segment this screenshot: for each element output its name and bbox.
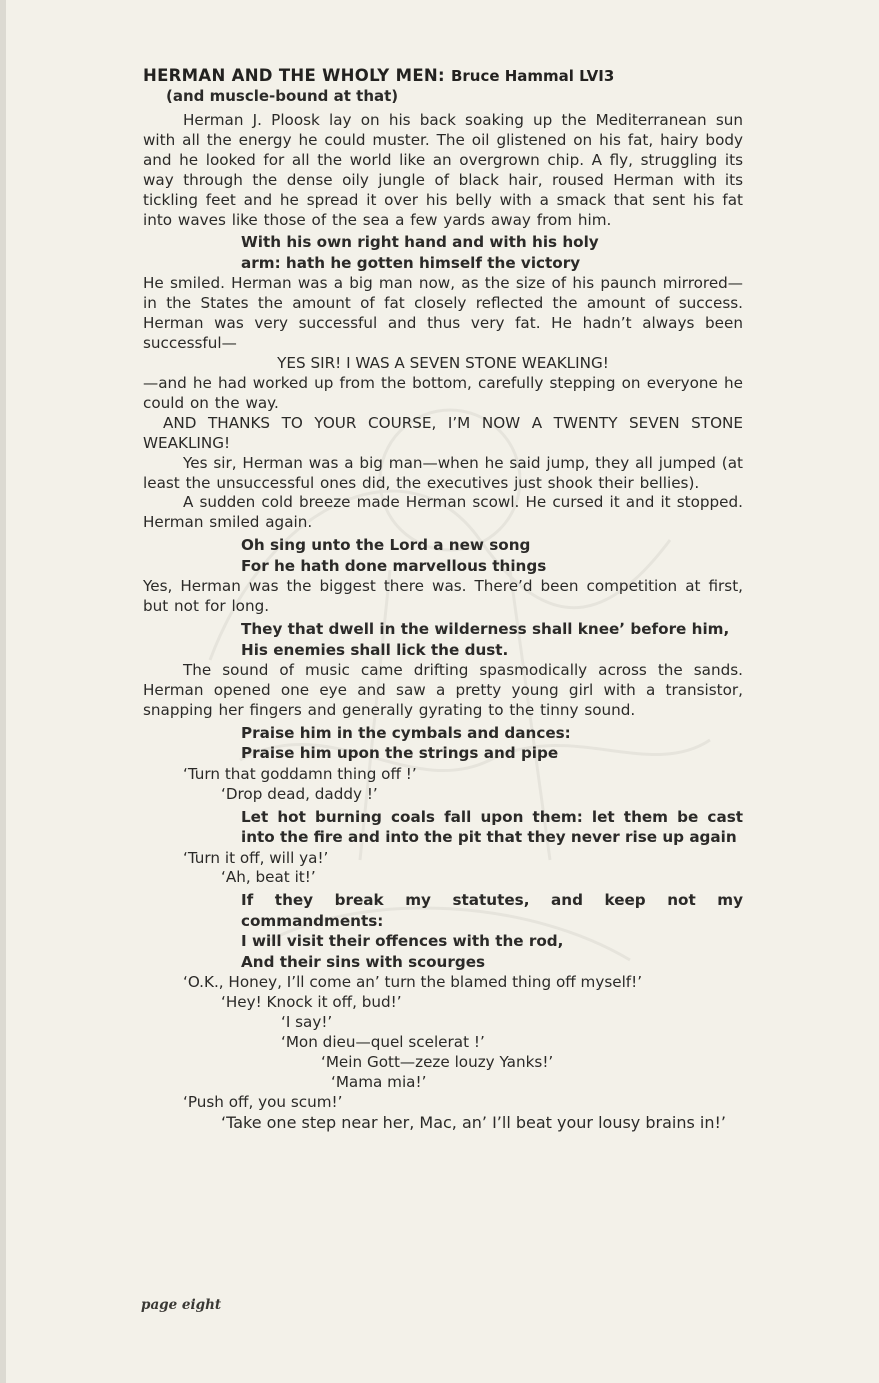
dialogue-line: ‘Mon dieu—quel scelerat !’ (281, 1033, 485, 1052)
dialogue-line: ‘O.K., Honey, I’ll come an’ turn the blamed thing off myself!’ (183, 973, 643, 992)
psalm-verse: With his own right hand and with his holy (241, 233, 599, 252)
dialogue-line: ‘Drop dead, daddy !’ (221, 784, 378, 803)
dialogue-line: ‘Turn it off, will ya!’ (183, 848, 329, 867)
psalm-verse: arm: hath he gotten himself the victory (241, 253, 581, 272)
psalm-verse: For he hath done marvellous things (241, 556, 547, 575)
dialogue-line: ‘I say!’ (281, 1013, 333, 1032)
page-edge (0, 0, 6, 1383)
article-subtitle: (and muscle-bound at that) (166, 87, 399, 105)
article-title (143, 66, 743, 86)
psalm-verse: Praise him in the cymbals and dances: (241, 723, 571, 742)
advert-quote: AND THANKS TO YOUR COURSE, I’M NOW A TWENTY SEVEN STONE WEAKLING! (143, 413, 743, 452)
psalm-verse: If they break my statutes, and keep not my commandments: (241, 891, 743, 930)
paragraph: —and he had worked up from the bottom, carefully stepping on everyone he could on the way. (143, 373, 743, 412)
paragraph: The sound of music came drifting spasmodically across the sands. Herman opened one eye and saw a pretty young girl with a transistor, snapping her fingers and generally gyrating to the tinny sound. (143, 661, 743, 719)
article (143, 66, 743, 1132)
title-text: HERMAN AND THE WHOLY MEN: (143, 66, 445, 85)
dialogue-line: ‘Push off, you scum!’ (183, 1092, 343, 1111)
paragraph: Yes, Herman was the biggest there was. There’d been competition at first, but not for long. (143, 577, 743, 616)
dialogue-line: ‘Hey! Knock it off, bud!’ (221, 993, 402, 1012)
psalm-verse: And their sins with scourges (241, 952, 486, 971)
psalm-verse: They that dwell in the wilderness shall kneeʼ before him, (241, 620, 730, 639)
psalm-verse: Oh sing unto the Lord a new song (241, 536, 531, 555)
psalm-verse: I will visit their offences with the rod, (241, 932, 564, 951)
paragraph: Herman J. Ploosk lay on his back soaking up the Mediterranean sun with all the energy he could muster. The oil glistened on his fat, hairy body and he looked for all the world like an overgrown chip. A fly, struggling its way through the dense oily jungle of black hair, roused Herman with its tickling feet and he spread it over his belly with a smack that sent his fat into waves like those of the sea a few yards away from him. (143, 111, 743, 229)
psalm-verse: Praise him upon the strings and pipe (241, 744, 559, 763)
psalm-verse: Let hot burning coals fall upon them: let them be cast into the fire and into the pit that they never rise up again (241, 807, 743, 847)
dialogue-line: ‘Mein Gott—zeze louzy Yanks!’ (321, 1053, 554, 1071)
page-number-footer: page eight (141, 1297, 222, 1313)
author-credit: Bruce Hammal LVI3 (450, 67, 615, 85)
dialogue-line: ‘Ah, beat it!’ (221, 868, 316, 887)
dialogue-line: ‘Turn that goddamn thing off !’ (183, 764, 417, 783)
paragraph: He smiled. Herman was a big man now, as the size of his paunch mirrored—in the States the amount of fat closely reflected the amount of success. Herman was very successful and thus very fat. He hadn’t always been successful— (143, 274, 743, 353)
psalm-verse: His enemies shall lick the dust. (241, 640, 509, 659)
dialogue-line: ‘Mama mia!’ (331, 1072, 427, 1091)
paragraph: A sudden cold breeze made Herman scowl. He cursed it and it stopped. Herman smiled again. (143, 493, 743, 532)
advert-quote: YES SIR! I WAS A SEVEN STONE WEAKLING! (277, 354, 609, 373)
paragraph: Yes sir, Herman was a big man—when he said jump, they all jumped (at least the unsuccessful ones did, the executives just shook their bellies). (143, 453, 743, 492)
dialogue-line: ‘Take one step near her, Mac, an’ I’ll beat your lousy brains in!’ (221, 1112, 726, 1132)
